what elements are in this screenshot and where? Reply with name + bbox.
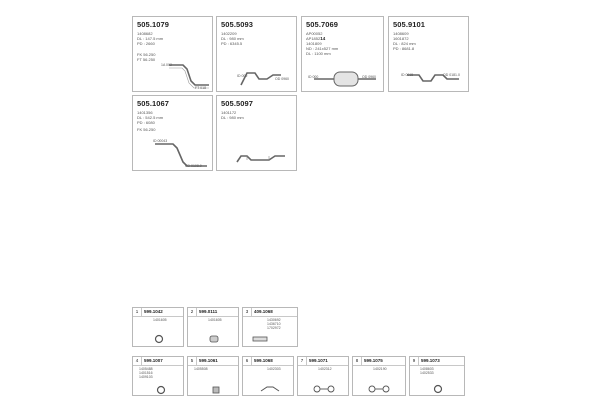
- pipe-drawing: [233, 150, 289, 166]
- accessory-ref: 1409103: [139, 375, 153, 379]
- accessory-index: 5: [188, 357, 197, 365]
- accessory-card-5[interactable]: [187, 356, 239, 396]
- part-card-505-1067[interactable]: [132, 95, 213, 171]
- rubber-hanger-icon: [312, 384, 336, 394]
- accessory-code: 599.1073: [421, 358, 440, 363]
- part-card-505-9101[interactable]: [388, 16, 469, 92]
- part-pd: PD : 2660: [137, 41, 155, 46]
- part-ref: 1401809: [306, 41, 322, 46]
- part-pd: PD : 6345.5: [221, 41, 243, 46]
- accessory-code: 599.0111: [199, 309, 218, 314]
- accessory-ref: 1401605: [208, 318, 222, 322]
- part-number: 505.1067: [137, 99, 170, 108]
- part-card-505-5097[interactable]: [216, 95, 297, 171]
- clamp-icon: [153, 334, 165, 344]
- part-number: 505.7069: [306, 20, 339, 29]
- accessory-ref: 1402303: [267, 367, 281, 371]
- part-pd: PD : 8681.8: [393, 46, 415, 51]
- accessory-card-8[interactable]: [352, 356, 406, 396]
- accessory-code: 599.1068: [254, 358, 273, 363]
- part-number: 505.1079: [137, 20, 170, 29]
- accessory-index: 9: [410, 357, 419, 365]
- drawing-label: OD 0960: [362, 75, 377, 79]
- part-length: DL : 542.5 mm: [137, 115, 164, 120]
- part-ref: 1408682: [137, 31, 153, 36]
- pipe-drawing: [403, 67, 465, 91]
- drawing-label: ID 00043: [153, 139, 168, 143]
- part-ref: AP00052: [306, 31, 323, 36]
- drawing-label: OD 0960: [275, 77, 290, 81]
- accessory-ref: 1402190: [373, 367, 387, 371]
- accessory-code: 599.1071: [309, 358, 328, 363]
- drawing-label: FT 018: [195, 86, 207, 90]
- drawing-label: ID 000: [237, 74, 248, 78]
- accessory-ref: 1436710: [267, 322, 281, 326]
- part-dimensions: ND : 241x527 mm: [306, 46, 339, 51]
- accessory-code: 409.1068: [254, 309, 273, 314]
- accessory-ref: 1408603: [420, 367, 434, 371]
- drawing-label: CD 0108.9: [185, 164, 202, 168]
- accessory-index: 8: [353, 357, 362, 365]
- rubber-hanger-icon: [367, 384, 391, 394]
- part-length: DL : 980 mm: [221, 36, 244, 41]
- hanger-icon: [259, 383, 281, 395]
- accessory-index: 7: [298, 357, 307, 365]
- accessory-card-7[interactable]: [297, 356, 349, 396]
- part-card-505-7069[interactable]: [301, 16, 384, 92]
- part-number: 505.9101: [393, 20, 426, 29]
- clamp-icon: [155, 385, 167, 395]
- part-card-505-5093[interactable]: [216, 16, 297, 92]
- accessory-code: 599.1061: [199, 358, 218, 363]
- accessory-index: 1: [133, 308, 142, 316]
- accessory-code: 599.1042: [144, 309, 163, 314]
- clamp-icon: [432, 384, 444, 394]
- part-number: 505.5097: [221, 99, 254, 108]
- part-ref-bold: 14: [320, 36, 326, 41]
- part-pd: PD : 6080: [137, 120, 155, 125]
- accessory-ref: 1401516: [139, 371, 153, 375]
- part-ref: 1402209: [221, 31, 237, 36]
- drawing-label: OD 0181.0: [443, 73, 460, 77]
- accessory-card-6[interactable]: [242, 356, 294, 396]
- accessory-ref: 1402533: [420, 371, 434, 375]
- accessory-ref: 1430692: [267, 318, 281, 322]
- accessory-card-1[interactable]: [132, 307, 184, 347]
- accessory-ref: 1405508: [194, 367, 208, 371]
- accessory-card-9[interactable]: [409, 356, 465, 396]
- part-note: FK 56.250: [137, 127, 156, 132]
- accessory-ref: 1402312: [318, 367, 332, 371]
- part-length: DL : 1100 mm: [306, 51, 331, 56]
- accessory-card-2[interactable]: [187, 307, 239, 347]
- drawing-label: ID 0015: [401, 73, 414, 77]
- accessory-ref: 1405488: [139, 367, 153, 371]
- accessory-index: 4: [133, 357, 142, 365]
- part-ref: 1401172: [221, 110, 237, 115]
- accessory-ref: 1702972: [267, 326, 281, 330]
- part-length: DL : 147.5 mm: [137, 36, 164, 41]
- muffler-drawing: [310, 67, 380, 91]
- drawing-label: 1A 002: [161, 63, 172, 67]
- part-length: DL : 824 mm: [393, 41, 416, 46]
- rubber-hanger-icon: [208, 334, 220, 344]
- part-ref: 1601872: [393, 36, 409, 41]
- accessory-card-4[interactable]: [132, 356, 184, 396]
- accessory-code: 599.1075: [364, 358, 383, 363]
- part-note: FK 56.250: [137, 52, 156, 57]
- part-length: DL : 980 mm: [221, 115, 244, 120]
- accessory-index: 2: [188, 308, 197, 316]
- part-ref: 1408609: [393, 31, 409, 36]
- accessory-card-3[interactable]: [242, 307, 298, 347]
- accessory-ref: 1401605: [153, 318, 167, 322]
- accessory-index: 6: [243, 357, 252, 365]
- part-ref: 1401356: [137, 110, 153, 115]
- gasket-icon: [251, 334, 269, 344]
- part-note: FT 56.250: [137, 57, 156, 62]
- part-card-505-1079[interactable]: [132, 16, 213, 92]
- part-ref-code: AP1852: [306, 36, 321, 41]
- accessory-code: 599.1007: [144, 358, 163, 363]
- drawing-label: ID 000: [308, 75, 319, 79]
- accessory-index: 3: [243, 308, 252, 316]
- part-number: 505.5093: [221, 20, 254, 29]
- bolt-icon: [210, 385, 222, 395]
